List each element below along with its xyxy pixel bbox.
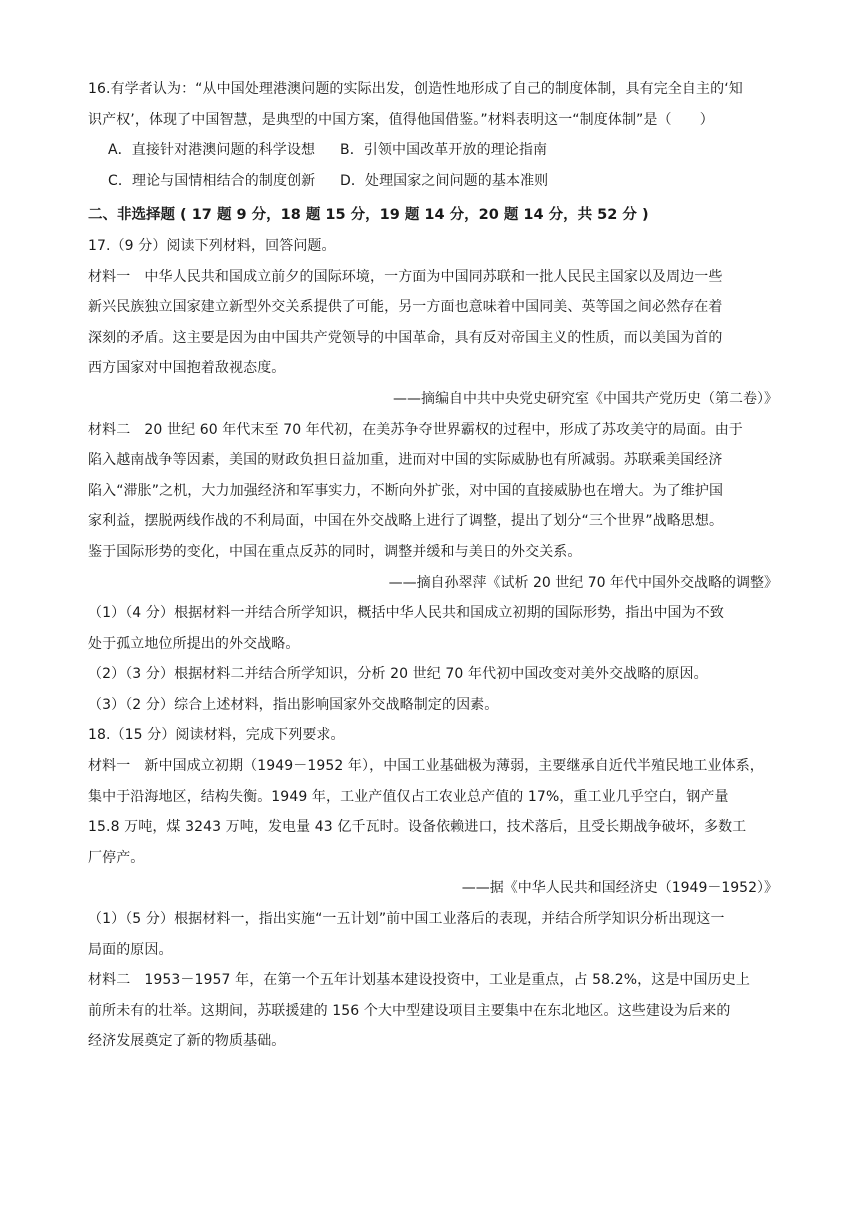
q18-material2-line1: 材料二 1953－1957 年，在第一个五年计划基本建设投资中，工业是重点，占 58.2%，这是中国历史上 <box>88 972 750 989</box>
q16-option-a: A．直接针对港澳问题的科学设想 <box>108 142 316 159</box>
q18-material1-source: ——据《中华人民共和国经济史（1949－1952）》 <box>461 880 778 897</box>
q17-material2-line3: 陷入“滞胀”之机，大力加强经济和军事实力，不断向外扩张，对中国的直接威胁也在增大。为了维护国 <box>88 482 724 499</box>
document-page <box>88 74 778 1057</box>
q17-material2-line4: 家利益，摆脱两线作战的不利局面，中国在外交战略上进行了调整，提出了划分“三个世界”战略思想。 <box>88 513 724 530</box>
q18-material1-line3: 15.8 万吨，煤 3243 万吨，发电量 43 亿千瓦时。设备依赖进口，技术落后，且受长期战争破坏，多数工 <box>88 819 747 836</box>
q18-material1-line1: 材料一 新中国成立初期（1949－1952 年），中国工业基础极为薄弱，主要继承自近代半殖民地工业体系， <box>88 758 764 775</box>
q17-material1-source: ——摘编自中共中央党史研究室《中国共产党历史（第二卷）》 <box>393 390 778 407</box>
q17-material1-line1: 材料一 中华人民共和国成立前夕的国际环境，一方面为中国同苏联和一批人民民主国家以及周边一些 <box>88 268 723 285</box>
q17-material2-line1: 材料二 20 世纪 60 年代末至 70 年代初，在美苏争夺世界霸权的过程中，形成了苏攻美守的局面。由于 <box>88 421 743 438</box>
q17-material2-line5: 鉴于国际形势的变化，中国在重点反苏的同时，调整并缓和与美日的外交关系。 <box>88 543 582 560</box>
q16-stem-line1: 16.有学者认为：“从中国处理港澳问题的实际出发，创造性地形成了自己的制度体制，具有完全自主的‘知 <box>88 81 743 97</box>
q18-material1-line4: 厂停产。 <box>88 849 145 866</box>
q16-option-d: D．处理国家之间问题的基本准则 <box>340 172 549 189</box>
q17-material2-source: ——摘自孙翠萍《试析 20 世纪 70 年代中国外交战略的调整》 <box>388 574 778 591</box>
q16-stem-line2: 识产权’，体现了中国智慧，是典型的中国方案，值得他国借鉴。”材料表明这一“制度体制”是（ ） <box>88 111 714 128</box>
q18-material2-line3: 经济发展奠定了新的物质基础。 <box>88 1033 286 1050</box>
q17-subq1-line1: （1）（4 分）根据材料一并结合所学知识，概括中华人民共和国成立初期的国际形势，指出中国为不致 <box>88 605 724 622</box>
q17-subq2: （2）（3 分）根据材料二并结合所学知识，分析 20 世纪 70 年代初中国改变对美外交战略的原因。 <box>88 666 708 683</box>
q16-option-b: B．引领中国改革开放的理论指南 <box>340 142 548 159</box>
q18-subq1-line1: （1）（5 分）根据材料一，指出实施“一五计划”前中国工业落后的表现，并结合所学知识分析出现这一 <box>88 911 725 928</box>
q17-title: 17.（9 分）阅读下列材料，回答问题。 <box>88 237 336 254</box>
q18-material2-line2: 前所未有的壮举。这期间，苏联援建的 156 个大中型建设项目主要集中在东北地区。这些建设为后来的 <box>88 1002 731 1019</box>
q17-material1-line2: 新兴民族独立国家建立新型外交关系提供了可能，另一方面也意味着中国同美、英等国之间必然存在着 <box>88 299 723 316</box>
q16-option-c: C．理论与国情相结合的制度创新 <box>108 172 316 189</box>
q18-material1-line2: 集中于沿海地区，结构失衡。1949 年，工业产值仅占工农业总产值的 17%，重工业几乎空白，钢产量 <box>88 788 729 805</box>
q16-options-row2 <box>88 166 778 197</box>
q17-material1-line4: 西方国家对中国抱着敌视态度。 <box>88 360 286 377</box>
q18-subq1-line2: 局面的原因。 <box>88 941 173 958</box>
q17-subq3: （3）（2 分）综合上述材料，指出影响国家外交战略制定的因素。 <box>88 696 499 713</box>
q17-material1-line3: 深刻的矛盾。这主要是因为由中国共产党领导的中国革命，具有反对帝国主义的性质，而以美国为首的 <box>88 329 723 346</box>
q17-subq1-line2: 处于孤立地位所提出的外交战略。 <box>88 635 300 652</box>
q18-title: 18.（15 分）阅读材料，完成下列要求。 <box>88 727 345 744</box>
q17-material2-line2: 陷入越南战争等因素，美国的财政负担日益加重，进而对中国的实际威胁也有所减弱。苏联乘美国经济 <box>88 452 723 469</box>
q16-options-row1 <box>88 135 778 166</box>
section-heading: 二、非选择题 ( 17 题 9 分，18 题 15 分，19 题 14 分，20 题 14 分，共 52 分 ) <box>88 207 649 224</box>
